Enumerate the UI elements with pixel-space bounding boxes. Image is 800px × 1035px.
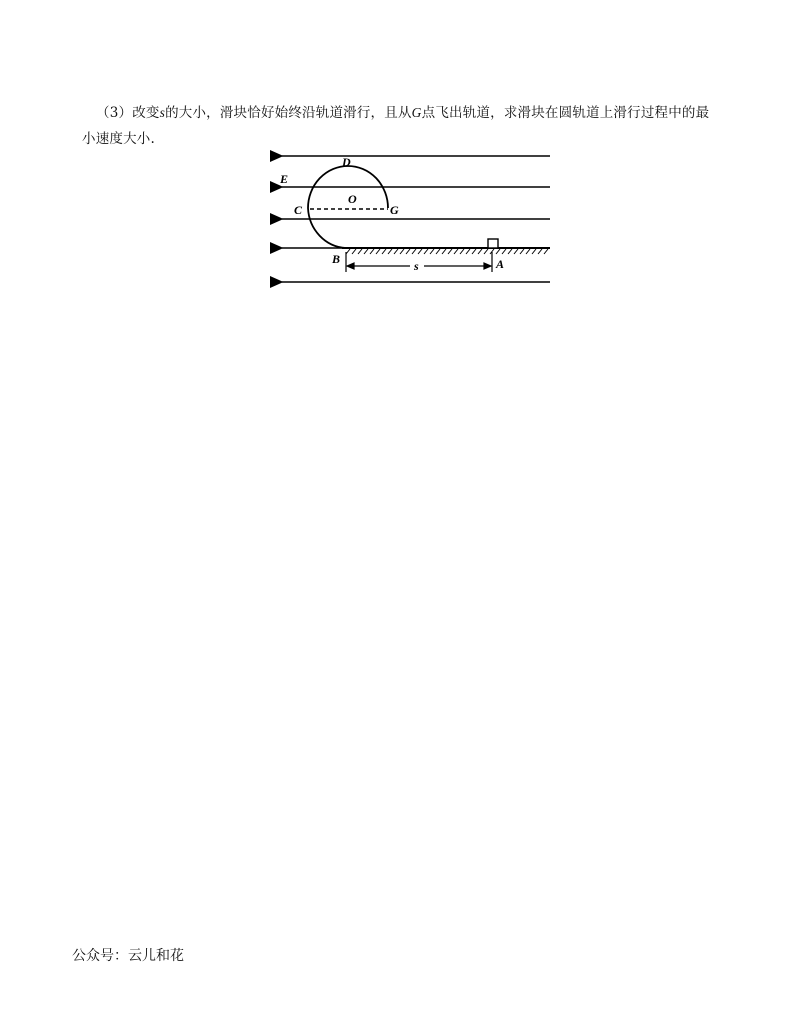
question-line-1 bbox=[96, 100, 736, 126]
label-d: D bbox=[342, 155, 351, 169]
question-part-1: （3）改变 bbox=[96, 105, 160, 121]
question-part-2: 的大小，滑块恰好始终沿轨道滑行，且从 bbox=[165, 105, 412, 121]
question-text bbox=[82, 100, 736, 152]
circular-track bbox=[308, 166, 388, 248]
question-line-2: 小速度大小. bbox=[82, 131, 155, 147]
label-g: G bbox=[390, 203, 399, 217]
physics-diagram bbox=[270, 148, 560, 293]
question-part-3: 点飞出轨道，求滑块在圆轨道上滑行过程中的最 bbox=[421, 105, 710, 121]
ground-track bbox=[342, 248, 550, 254]
label-o: O bbox=[348, 192, 357, 206]
label-b: B bbox=[332, 252, 341, 266]
label-c: C bbox=[294, 203, 303, 217]
label-a: A bbox=[496, 257, 505, 271]
variable-s: s bbox=[159, 105, 166, 120]
label-s: s bbox=[414, 259, 419, 273]
label-e: E bbox=[280, 172, 289, 186]
ground-hatching bbox=[346, 249, 548, 254]
slider-block bbox=[488, 239, 498, 248]
variable-g: G bbox=[411, 105, 422, 120]
footer-text: 公众号：云儿和花 bbox=[72, 948, 184, 964]
distance-indicator bbox=[346, 252, 492, 272]
